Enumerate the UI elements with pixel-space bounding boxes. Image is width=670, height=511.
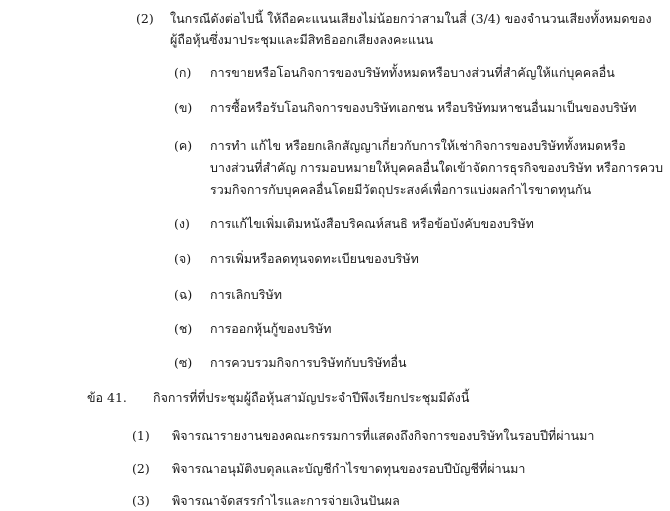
item-ngo-text: การแก้ไขเพิ่มเติมหนังสือบริคณห์สนธิ หรือข้อบังคับของบริษัท — [210, 216, 534, 231]
item-kho-khwai-line-2: บางส่วนที่สำคัญ การมอบหมายให้บุคคลอื่นใดเข้าจัดการธุรกิจของบริษัท หรือการควบ — [210, 160, 664, 175]
clause-41-item-2-marker: (2) — [132, 461, 150, 476]
item-cho-marker: (จ) — [174, 251, 192, 266]
item-ko-marker: (ก) — [174, 65, 192, 80]
item-kho-marker: (ข) — [174, 100, 193, 115]
clause-41-item-1-text: พิจารณารายงานของคณะกรรมการที่แสดงถึงกิจการของบริษัทในรอบปีที่ผ่านมา — [172, 428, 595, 443]
item-ngo-marker: (ง) — [174, 216, 190, 231]
section-2-marker: (2) — [136, 11, 154, 26]
item-chho-text: การเลิกบริษัท — [210, 287, 282, 302]
item-so-text: การควบรวมกิจการบริษัทกับบริษัทอื่น — [210, 355, 407, 370]
clause-41-item-2-text: พิจารณาอนุมัติงบดุลและบัญชีกำไรขาดทุนของรอบปีบัญชีที่ผ่านมา — [172, 461, 526, 476]
item-cho-text: การเพิ่มหรือลดทุนจดทะเบียนของบริษัท — [210, 251, 419, 266]
clause-41-item-3-marker: (3) — [132, 493, 150, 508]
item-kho-khwai-line-3: รวมกิจการกับบุคคลอื่นโดยมีวัตถุประสงค์เพื่อการแบ่งผลกำไรขาดทุนกัน — [210, 182, 592, 197]
item-kho-khwai-line-1: การทำ แก้ไข หรือยกเลิกสัญญาเกี่ยวกับการให้เช่ากิจการของบริษัททั้งหมดหรือ — [210, 138, 626, 153]
section-2-intro-line-2: ผู้ถือหุ้นซึ่งมาประชุมและมีสิทธิออกเสียงลงคะแนน — [170, 32, 434, 47]
clause-41-heading: กิจการที่ที่ประชุมผู้ถือหุ้นสามัญประจำปีพึงเรียกประชุมมีดังนี้ — [153, 390, 470, 405]
item-kho-khwai-marker: (ค) — [174, 138, 193, 153]
item-chho-marker: (ฉ) — [174, 287, 193, 302]
item-cho-chang-marker: (ช) — [174, 321, 193, 336]
item-kho-text: การซื้อหรือรับโอนกิจการของบริษัทเอกชน หรือบริษัทมหาชนอื่นมาเป็นของบริษัท — [210, 100, 637, 115]
item-so-marker: (ซ) — [174, 355, 193, 370]
section-2-intro-line-1: ในกรณีดังต่อไปนี้ ให้ถือคะแนนเสียงไม่น้อยกว่าสามในสี่ (3/4) ของจำนวนเสียงทั้งหมดของ — [170, 11, 652, 26]
item-ko-text: การขายหรือโอนกิจการของบริษัททั้งหมดหรือบางส่วนที่สำคัญให้แก่บุคคลอื่น — [210, 65, 615, 80]
clause-41-label: ข้อ 41. — [87, 390, 127, 405]
clause-41-item-3-text: พิจารณาจัดสรรกำไรและการจ่ายเงินปันผล — [172, 493, 400, 508]
item-cho-chang-text: การออกหุ้นกู้ของบริษัท — [210, 321, 332, 336]
clause-41-item-1-marker: (1) — [132, 428, 150, 443]
